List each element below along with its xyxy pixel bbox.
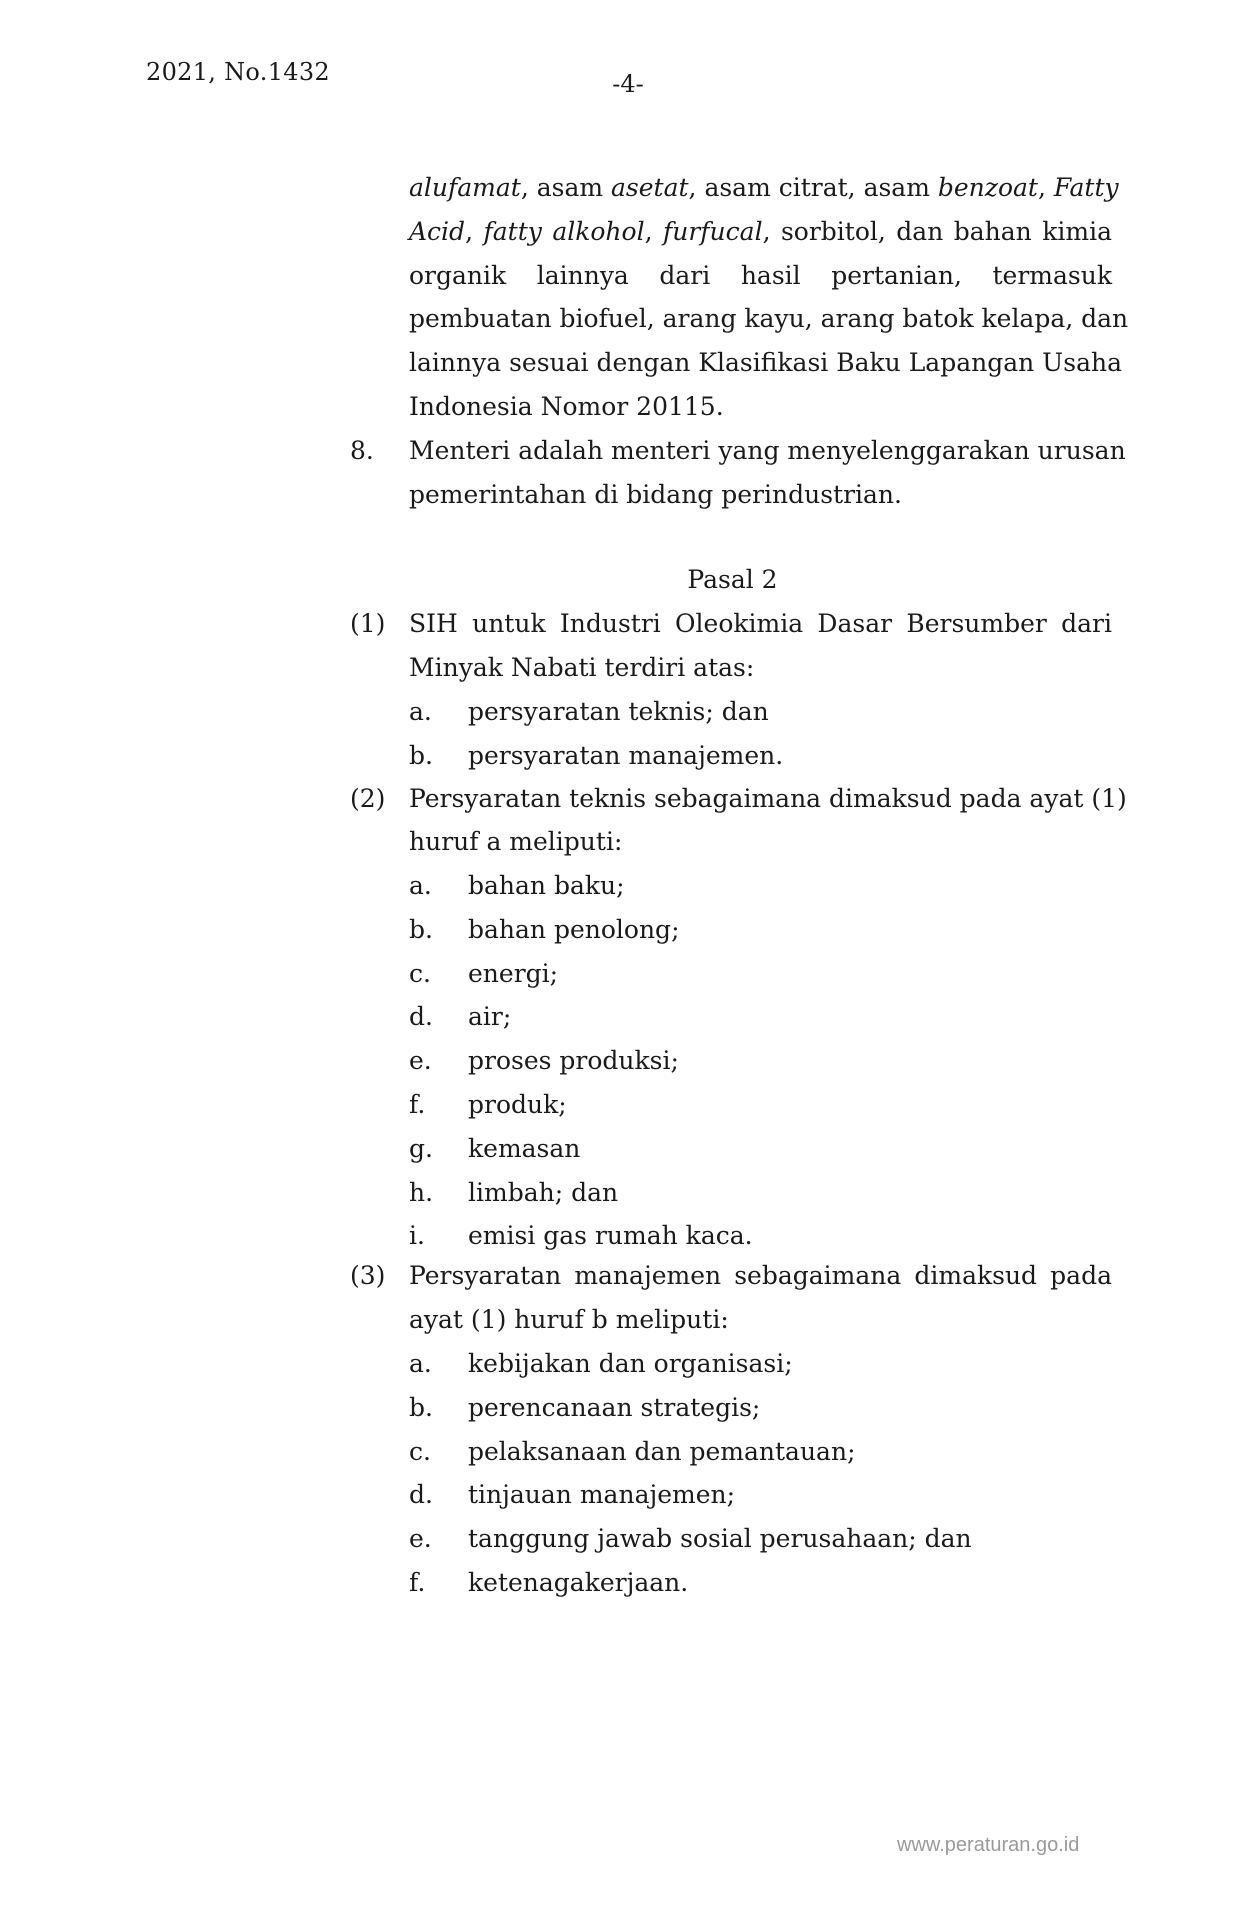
list-item-letter: c.	[409, 1436, 431, 1466]
list-item-letter: b.	[409, 914, 433, 944]
ayat-2-line-1: Persyaratan teknis sebagaimana dimaksud pada ayat (1)	[409, 784, 1127, 813]
list-item-letter: b.	[409, 1392, 433, 1422]
continuation-line-3: organik lainnya dari hasil pertanian, termasuk	[409, 261, 1112, 290]
ayat-1-number: (1)	[350, 609, 386, 638]
continuation-line-1	[409, 173, 1119, 202]
ayat-3-line-2: ayat (1) huruf b meliputi:	[409, 1305, 729, 1334]
list-item-text: produk;	[468, 1090, 567, 1119]
italic-term: alufamat	[409, 173, 521, 202]
list-item-letter: a.	[409, 871, 432, 900]
list-item-text: ketenagakerjaan.	[468, 1568, 689, 1597]
item-8-number: 8.	[350, 436, 374, 465]
list-item-letter: a.	[409, 1349, 432, 1378]
ayat-2-number: (2)	[350, 784, 386, 813]
continuation-line-4: pembuatan biofuel, arang kayu, arang batok kelapa, dan	[409, 304, 1129, 333]
list-item-text: tinjauan manajemen;	[468, 1480, 736, 1510]
list-item-text: energi;	[468, 958, 559, 988]
list-item-letter: i.	[409, 1221, 425, 1251]
list-item-letter: f.	[409, 1090, 426, 1119]
list-item-letter: d.	[409, 1002, 433, 1032]
document-reference: 2021, No.1432	[146, 58, 330, 86]
text-run: ,	[1037, 173, 1054, 202]
list-item-text: air;	[468, 1002, 512, 1032]
list-item-text: perencanaan strategis;	[468, 1392, 761, 1422]
italic-term: fatty alkohol	[483, 217, 645, 246]
italic-term: Acid	[409, 217, 466, 246]
list-item-text: tanggung jawab sosial perusahaan; dan	[468, 1524, 972, 1554]
list-item-letter: b.	[409, 740, 433, 770]
text-run: , asam citrat, asam	[688, 173, 938, 202]
list-item-text: proses produksi;	[468, 1046, 679, 1076]
italic-term: furfucal	[663, 217, 763, 246]
list-item-letter: g.	[409, 1133, 433, 1163]
text-run: , sorbitol, dan bahan kimia	[762, 217, 1112, 246]
text-run: ,	[644, 217, 663, 246]
list-item-letter: d.	[409, 1480, 433, 1510]
page-number: -4-	[612, 70, 644, 98]
list-item-letter: h.	[409, 1177, 434, 1207]
list-item-text: emisi gas rumah kaca.	[468, 1221, 753, 1251]
article-title: Pasal 2	[687, 565, 778, 594]
list-item-text: persyaratan teknis; dan	[468, 697, 769, 726]
list-item-letter: f.	[409, 1568, 426, 1597]
ayat-3-number: (3)	[350, 1261, 386, 1290]
ayat-1-line-2: Minyak Nabati terdiri atas:	[409, 653, 755, 682]
continuation-line-5: lainnya sesuai dengan Klasifikasi Baku Lapangan Usaha	[409, 348, 1122, 377]
list-item-letter: a.	[409, 697, 432, 726]
italic-term: asetat	[611, 173, 689, 202]
continuation-line-2	[409, 217, 1112, 246]
list-item-text: bahan baku;	[468, 871, 625, 900]
list-item-letter: c.	[409, 958, 431, 988]
ayat-1-line-1: SIH untuk Industri Oleokimia Dasar Bersumber dari	[409, 609, 1112, 638]
ayat-3-line-1: Persyaratan manajemen sebagaimana dimaksud pada	[409, 1261, 1112, 1290]
italic-term: Fatty	[1053, 173, 1119, 202]
item-8-line-1: Menteri adalah menteri yang menyelenggarakan urusan	[409, 436, 1126, 465]
ayat-2-line-2: huruf a meliputi:	[409, 827, 623, 856]
list-item-text: kebijakan dan organisasi;	[468, 1349, 793, 1378]
list-item-letter: e.	[409, 1046, 432, 1076]
list-item-text: kemasan	[468, 1133, 581, 1163]
italic-term: benzoat	[937, 173, 1038, 202]
item-8-line-2: pemerintahan di bidang perindustrian.	[409, 480, 902, 509]
list-item-text: limbah; dan	[468, 1177, 619, 1207]
text-run: , asam	[520, 173, 612, 202]
list-item-text: bahan penolong;	[468, 914, 680, 944]
list-item-text: persyaratan manajemen.	[468, 740, 784, 770]
website-watermark: www.peraturan.go.id	[897, 1834, 1080, 1856]
list-item-letter: e.	[409, 1524, 432, 1554]
list-item-text: pelaksanaan dan pemantauan;	[468, 1436, 856, 1466]
text-run: ,	[465, 217, 484, 246]
continuation-line-6: Indonesia Nomor 20115.	[409, 392, 724, 421]
